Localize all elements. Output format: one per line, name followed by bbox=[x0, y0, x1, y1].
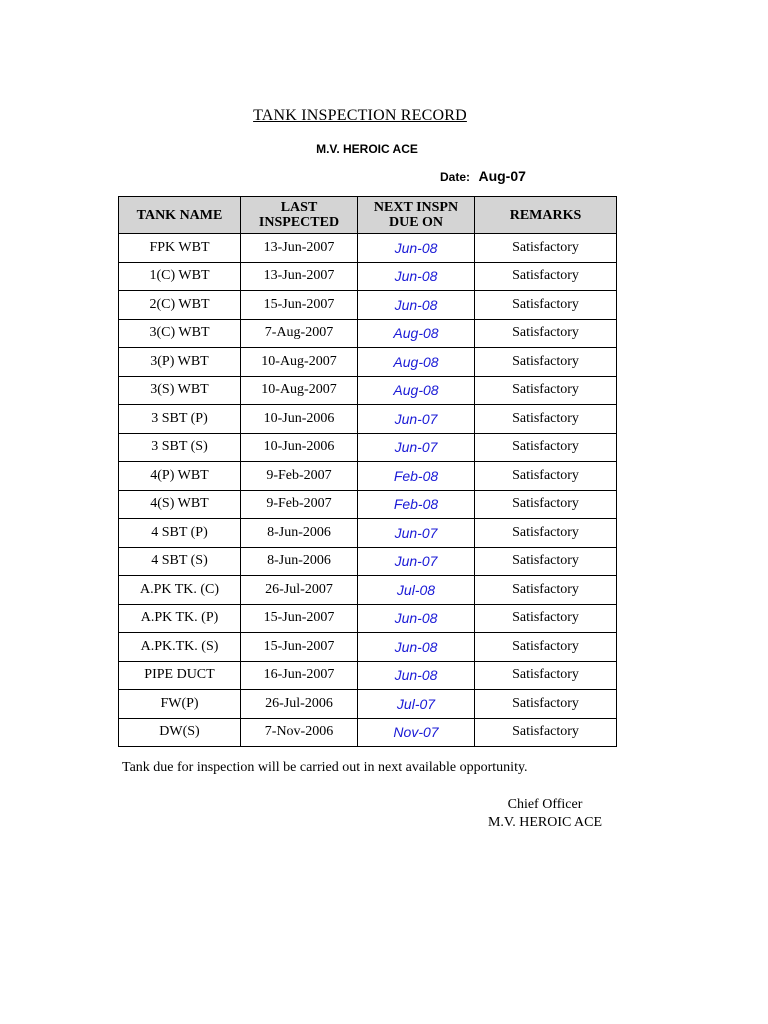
table-row bbox=[119, 405, 617, 434]
cell-remarks: Satisfactory bbox=[475, 490, 617, 519]
cell-remarks: Satisfactory bbox=[475, 576, 617, 605]
table-row bbox=[119, 348, 617, 377]
cell-remarks: Satisfactory bbox=[475, 376, 617, 405]
cell-last-inspected: 13-Jun-2007 bbox=[241, 234, 358, 263]
cell-tank: 1(C) WBT bbox=[119, 262, 241, 291]
cell-next-due: Feb-08 bbox=[358, 490, 475, 519]
cell-remarks: Satisfactory bbox=[475, 405, 617, 434]
cell-tank: 3(P) WBT bbox=[119, 348, 241, 377]
cell-tank: FW(P) bbox=[119, 690, 241, 719]
cell-remarks: Satisfactory bbox=[475, 348, 617, 377]
table-row bbox=[119, 376, 617, 405]
cell-remarks: Satisfactory bbox=[475, 661, 617, 690]
cell-last-inspected: 10-Jun-2006 bbox=[241, 433, 358, 462]
cell-tank: 4 SBT (P) bbox=[119, 519, 241, 548]
cell-next-due: Feb-08 bbox=[358, 462, 475, 491]
cell-next-due: Jun-07 bbox=[358, 547, 475, 576]
cell-next-due: Jun-08 bbox=[358, 661, 475, 690]
table-body bbox=[119, 234, 617, 747]
cell-tank: 4(P) WBT bbox=[119, 462, 241, 491]
cell-next-due: Jun-07 bbox=[358, 405, 475, 434]
cell-remarks: Satisfactory bbox=[475, 319, 617, 348]
cell-tank: 3(S) WBT bbox=[119, 376, 241, 405]
cell-tank: DW(S) bbox=[119, 718, 241, 747]
cell-next-due: Aug-08 bbox=[358, 348, 475, 377]
table-row bbox=[119, 490, 617, 519]
header-last-inspected: LAST INSPECTED bbox=[241, 197, 358, 234]
date-row bbox=[440, 168, 526, 186]
cell-next-due: Jun-08 bbox=[358, 291, 475, 320]
cell-next-due: Jul-07 bbox=[358, 690, 475, 719]
table-row bbox=[119, 576, 617, 605]
cell-remarks: Satisfactory bbox=[475, 547, 617, 576]
table-row bbox=[119, 547, 617, 576]
table-row bbox=[119, 262, 617, 291]
cell-remarks: Satisfactory bbox=[475, 462, 617, 491]
cell-last-inspected: 9-Feb-2007 bbox=[241, 490, 358, 519]
cell-next-due: Aug-08 bbox=[358, 376, 475, 405]
header-tank-name: TANK NAME bbox=[119, 197, 241, 234]
cell-last-inspected: 10-Aug-2007 bbox=[241, 348, 358, 377]
signature-block bbox=[440, 796, 650, 832]
cell-tank: PIPE DUCT bbox=[119, 661, 241, 690]
cell-tank: 2(C) WBT bbox=[119, 291, 241, 320]
cell-last-inspected: 26-Jul-2006 bbox=[241, 690, 358, 719]
cell-next-due: Jun-07 bbox=[358, 519, 475, 548]
table-row bbox=[119, 291, 617, 320]
cell-tank: A.PK TK. (C) bbox=[119, 576, 241, 605]
cell-remarks: Satisfactory bbox=[475, 234, 617, 263]
cell-tank: 4 SBT (S) bbox=[119, 547, 241, 576]
cell-last-inspected: 15-Jun-2007 bbox=[241, 604, 358, 633]
cell-last-inspected: 15-Jun-2007 bbox=[241, 633, 358, 662]
table-header-row bbox=[119, 197, 617, 234]
cell-tank: 3(C) WBT bbox=[119, 319, 241, 348]
date-label: Date: bbox=[440, 170, 471, 184]
cell-remarks: Satisfactory bbox=[475, 604, 617, 633]
document-title: TANK INSPECTION RECORD bbox=[253, 107, 467, 124]
tank-inspection-table bbox=[118, 196, 617, 747]
table-row bbox=[119, 604, 617, 633]
table-row bbox=[119, 718, 617, 747]
cell-last-inspected: 15-Jun-2007 bbox=[241, 291, 358, 320]
date-value: Aug-07 bbox=[478, 168, 526, 184]
table-row bbox=[119, 519, 617, 548]
cell-last-inspected: 9-Feb-2007 bbox=[241, 462, 358, 491]
cell-remarks: Satisfactory bbox=[475, 433, 617, 462]
cell-last-inspected: 26-Jul-2007 bbox=[241, 576, 358, 605]
cell-next-due: Jun-08 bbox=[358, 604, 475, 633]
table-row bbox=[119, 462, 617, 491]
cell-remarks: Satisfactory bbox=[475, 291, 617, 320]
cell-remarks: Satisfactory bbox=[475, 519, 617, 548]
cell-tank: A.PK.TK. (S) bbox=[119, 633, 241, 662]
table-row bbox=[119, 319, 617, 348]
table-row bbox=[119, 633, 617, 662]
cell-remarks: Satisfactory bbox=[475, 262, 617, 291]
footnote: Tank due for inspection will be carried out in next available opportunity. bbox=[122, 760, 528, 775]
cell-next-due: Jun-08 bbox=[358, 234, 475, 263]
vessel-name: M.V. HEROIC ACE bbox=[316, 142, 418, 156]
header-next-due: NEXT INSPN DUE ON bbox=[358, 197, 475, 234]
signature-role: Chief Officer bbox=[507, 797, 583, 812]
cell-tank: 3 SBT (S) bbox=[119, 433, 241, 462]
cell-remarks: Satisfactory bbox=[475, 690, 617, 719]
table-row bbox=[119, 433, 617, 462]
cell-last-inspected: 7-Aug-2007 bbox=[241, 319, 358, 348]
cell-last-inspected: 7-Nov-2006 bbox=[241, 718, 358, 747]
cell-remarks: Satisfactory bbox=[475, 718, 617, 747]
signature-vessel: M.V. HEROIC ACE bbox=[487, 815, 603, 830]
table-row bbox=[119, 690, 617, 719]
table-row bbox=[119, 234, 617, 263]
cell-next-due: Jun-08 bbox=[358, 262, 475, 291]
cell-next-due: Jul-08 bbox=[358, 576, 475, 605]
cell-last-inspected: 8-Jun-2006 bbox=[241, 547, 358, 576]
cell-next-due: Nov-07 bbox=[358, 718, 475, 747]
cell-last-inspected: 8-Jun-2006 bbox=[241, 519, 358, 548]
table-row bbox=[119, 661, 617, 690]
cell-last-inspected: 13-Jun-2007 bbox=[241, 262, 358, 291]
cell-tank: A.PK TK. (P) bbox=[119, 604, 241, 633]
cell-last-inspected: 10-Aug-2007 bbox=[241, 376, 358, 405]
cell-next-due: Jun-07 bbox=[358, 433, 475, 462]
cell-tank: 4(S) WBT bbox=[119, 490, 241, 519]
cell-next-due: Jun-08 bbox=[358, 633, 475, 662]
cell-tank: FPK WBT bbox=[119, 234, 241, 263]
cell-remarks: Satisfactory bbox=[475, 633, 617, 662]
cell-last-inspected: 16-Jun-2007 bbox=[241, 661, 358, 690]
cell-next-due: Aug-08 bbox=[358, 319, 475, 348]
cell-tank: 3 SBT (P) bbox=[119, 405, 241, 434]
header-remarks: REMARKS bbox=[475, 197, 617, 234]
cell-last-inspected: 10-Jun-2006 bbox=[241, 405, 358, 434]
